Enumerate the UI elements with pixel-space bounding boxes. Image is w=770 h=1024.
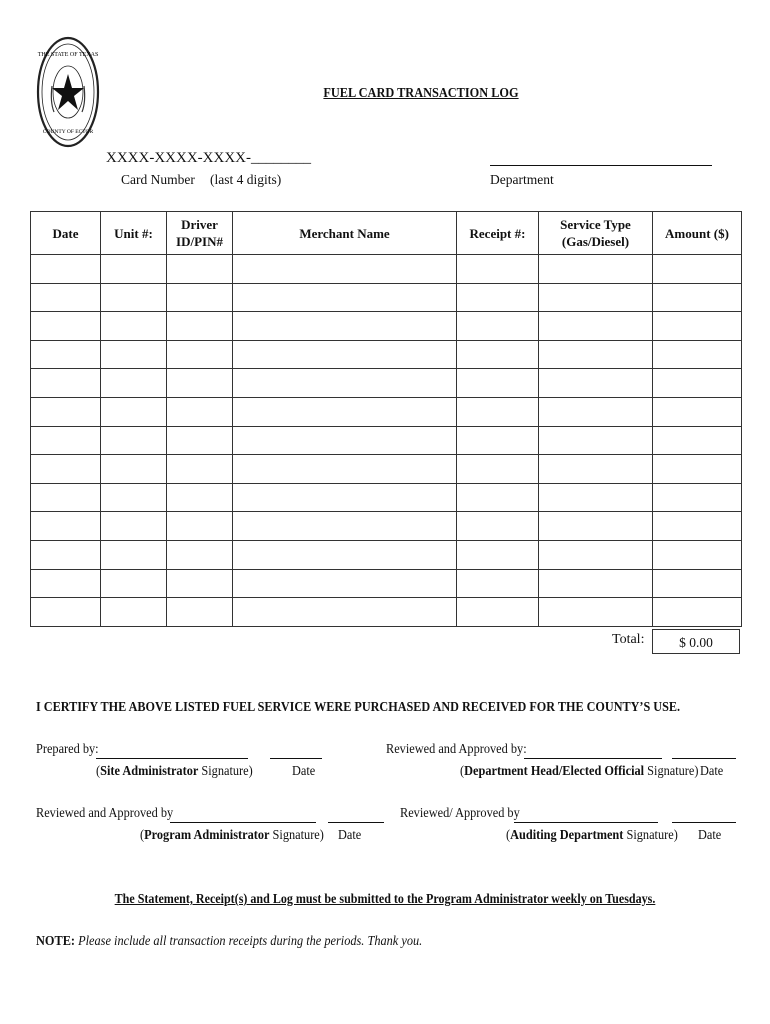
table-cell[interactable] <box>457 426 539 455</box>
table-cell[interactable] <box>653 455 742 484</box>
table-cell[interactable] <box>31 540 101 569</box>
table-row <box>31 483 742 512</box>
table-cell[interactable] <box>539 426 653 455</box>
table-cell[interactable] <box>457 455 539 484</box>
program-admin-signature-line[interactable] <box>170 822 316 823</box>
seal-outer-text: THE STATE OF TEXAS <box>37 52 99 58</box>
seal-inner-text: COUNTY OF ECTOR <box>42 129 94 135</box>
table-cell[interactable] <box>653 255 742 284</box>
table-cell[interactable] <box>233 255 457 284</box>
table-cell[interactable] <box>233 483 457 512</box>
table-cell[interactable] <box>101 369 167 398</box>
header-service-type: Service Type (Gas/Diesel) <box>539 212 653 255</box>
table-cell[interactable] <box>233 340 457 369</box>
table-cell[interactable] <box>101 397 167 426</box>
table-cell[interactable] <box>457 569 539 598</box>
table-cell[interactable] <box>167 569 233 598</box>
header-unit: Unit #: <box>101 212 167 255</box>
header-merchant-name: Merchant Name <box>233 212 457 255</box>
table-cell[interactable] <box>653 283 742 312</box>
table-row <box>31 455 742 484</box>
card-number-label: Card Number <box>121 172 195 187</box>
auditing-caption: (Auditing Department Signature) <box>506 828 678 843</box>
table-row <box>31 312 742 341</box>
table-cell[interactable] <box>31 598 101 627</box>
table-cell[interactable] <box>653 340 742 369</box>
certification-statement: I CERTIFY THE ABOVE LISTED FUEL SERVICE WERE PURCHASED AND RECEIVED FOR THE COUNTY’S USE. <box>36 700 681 715</box>
table-cell[interactable] <box>233 569 457 598</box>
table-cell[interactable] <box>539 540 653 569</box>
note <box>36 934 422 950</box>
table-cell[interactable] <box>167 340 233 369</box>
card-number-sublabel: (last 4 digits) <box>210 172 282 187</box>
card-number-value: XXXX-XXXX-XXXX-________ <box>106 150 311 166</box>
table-cell[interactable] <box>101 283 167 312</box>
table-cell[interactable] <box>101 483 167 512</box>
table-cell[interactable] <box>539 283 653 312</box>
table-cell[interactable] <box>457 340 539 369</box>
table-cell[interactable] <box>167 455 233 484</box>
site-admin-date-label: Date <box>292 764 316 779</box>
table-cell[interactable] <box>167 426 233 455</box>
table-cell[interactable] <box>233 283 457 312</box>
table-cell[interactable] <box>457 283 539 312</box>
table-row <box>31 397 742 426</box>
table-cell[interactable] <box>653 426 742 455</box>
table-cell[interactable] <box>539 340 653 369</box>
reviewed-approved-label-2: Reviewed and Approved by <box>36 806 174 821</box>
department-line[interactable] <box>490 165 712 166</box>
table-row <box>31 283 742 312</box>
site-admin-date-line[interactable] <box>270 758 322 759</box>
table-cell[interactable] <box>233 369 457 398</box>
table-cell[interactable] <box>101 255 167 284</box>
table-row <box>31 569 742 598</box>
table-cell[interactable] <box>539 369 653 398</box>
table-cell[interactable] <box>101 512 167 541</box>
table-cell[interactable] <box>457 369 539 398</box>
table-cell[interactable] <box>31 340 101 369</box>
table-cell[interactable] <box>539 312 653 341</box>
site-admin-signature-line[interactable] <box>96 758 248 759</box>
table-cell[interactable] <box>653 483 742 512</box>
table-cell[interactable] <box>539 397 653 426</box>
reviewed-approved-label-1: Reviewed and Approved by: <box>386 742 527 757</box>
table-cell[interactable] <box>31 283 101 312</box>
table-cell[interactable] <box>539 483 653 512</box>
dept-head-signature-line[interactable] <box>524 758 662 759</box>
table-row <box>31 426 742 455</box>
reviewed-approved-label-3: Reviewed/ Approved by <box>400 806 520 821</box>
table-cell[interactable] <box>233 312 457 341</box>
table-cell[interactable] <box>167 397 233 426</box>
table-row <box>31 540 742 569</box>
table-cell[interactable] <box>101 455 167 484</box>
table-cell[interactable] <box>31 312 101 341</box>
table-cell[interactable] <box>167 540 233 569</box>
dept-head-date-label: Date <box>700 764 724 779</box>
table-cell[interactable] <box>233 455 457 484</box>
table-row <box>31 598 742 627</box>
table-row <box>31 340 742 369</box>
table-cell[interactable] <box>233 540 457 569</box>
header-amount: Amount ($) <box>653 212 742 255</box>
table-cell[interactable] <box>31 397 101 426</box>
table-cell[interactable] <box>457 598 539 627</box>
table-cell[interactable] <box>31 426 101 455</box>
auditing-date-label: Date <box>698 828 722 843</box>
table-cell[interactable] <box>233 512 457 541</box>
prepared-by-label: Prepared by: <box>36 742 99 757</box>
table-row <box>31 255 742 284</box>
table-cell[interactable] <box>457 312 539 341</box>
table-cell[interactable] <box>31 512 101 541</box>
note-text: Please include all transaction receipts during the periods. Thank you. <box>78 934 423 949</box>
table-cell[interactable] <box>653 540 742 569</box>
table-cell[interactable] <box>167 255 233 284</box>
table-cell[interactable] <box>457 397 539 426</box>
dept-head-caption: (Department Head/Elected Official Signature) <box>460 764 699 779</box>
table-cell[interactable] <box>31 569 101 598</box>
table-cell[interactable] <box>101 540 167 569</box>
table-cell[interactable] <box>167 598 233 627</box>
table-cell[interactable] <box>31 483 101 512</box>
table-cell[interactable] <box>167 369 233 398</box>
table-cell[interactable] <box>457 255 539 284</box>
table-cell[interactable] <box>101 426 167 455</box>
table-cell[interactable] <box>653 312 742 341</box>
table-cell[interactable] <box>167 512 233 541</box>
page-title: FUEL CARD TRANSACTION LOG <box>323 86 519 101</box>
table-row <box>31 369 742 398</box>
table-cell[interactable] <box>101 312 167 341</box>
transaction-table <box>30 211 742 627</box>
table-cell[interactable] <box>167 483 233 512</box>
header-driver-id: Driver ID/PIN# <box>167 212 233 255</box>
table-header-row <box>31 212 742 255</box>
table-cell[interactable] <box>653 569 742 598</box>
table-cell[interactable] <box>653 397 742 426</box>
total-amount[interactable]: $ 0.00 <box>652 629 740 654</box>
table-row <box>31 512 742 541</box>
dept-head-date-line[interactable] <box>672 758 736 759</box>
table-cell[interactable] <box>31 455 101 484</box>
table-cell[interactable] <box>653 369 742 398</box>
table-cell[interactable] <box>233 598 457 627</box>
note-label: NOTE: <box>36 934 76 949</box>
table-cell[interactable] <box>101 569 167 598</box>
header-receipt: Receipt #: <box>457 212 539 255</box>
table-cell[interactable] <box>457 540 539 569</box>
table-cell[interactable] <box>101 598 167 627</box>
auditing-signature-line[interactable] <box>514 822 658 823</box>
table-cell[interactable] <box>31 369 101 398</box>
table-cell[interactable] <box>233 397 457 426</box>
submission-instruction: The Statement, Receipt(s) and Log must be submitted to the Program Administrator weekly on Tuesdays. <box>114 892 656 907</box>
department-label: Department <box>490 172 554 187</box>
total-label: Total: <box>612 632 645 647</box>
table-cell[interactable] <box>539 598 653 627</box>
program-admin-caption: (Program Administrator Signature) <box>140 828 324 843</box>
auditing-date-line[interactable] <box>672 822 736 823</box>
table-cell[interactable] <box>539 569 653 598</box>
program-admin-date-line[interactable] <box>328 822 384 823</box>
table-cell[interactable] <box>457 512 539 541</box>
table-cell[interactable] <box>539 255 653 284</box>
table-cell[interactable] <box>539 512 653 541</box>
table-cell[interactable] <box>653 598 742 627</box>
table-cell[interactable] <box>539 455 653 484</box>
table-cell[interactable] <box>167 283 233 312</box>
table-cell[interactable] <box>167 312 233 341</box>
table-cell[interactable] <box>31 255 101 284</box>
header-date: Date <box>31 212 101 255</box>
table-cell[interactable] <box>233 426 457 455</box>
table-cell[interactable] <box>457 483 539 512</box>
site-admin-caption: (Site Administrator Signature) <box>96 764 253 779</box>
table-cell[interactable] <box>653 512 742 541</box>
program-admin-date-label: Date <box>338 828 362 843</box>
table-cell[interactable] <box>101 340 167 369</box>
